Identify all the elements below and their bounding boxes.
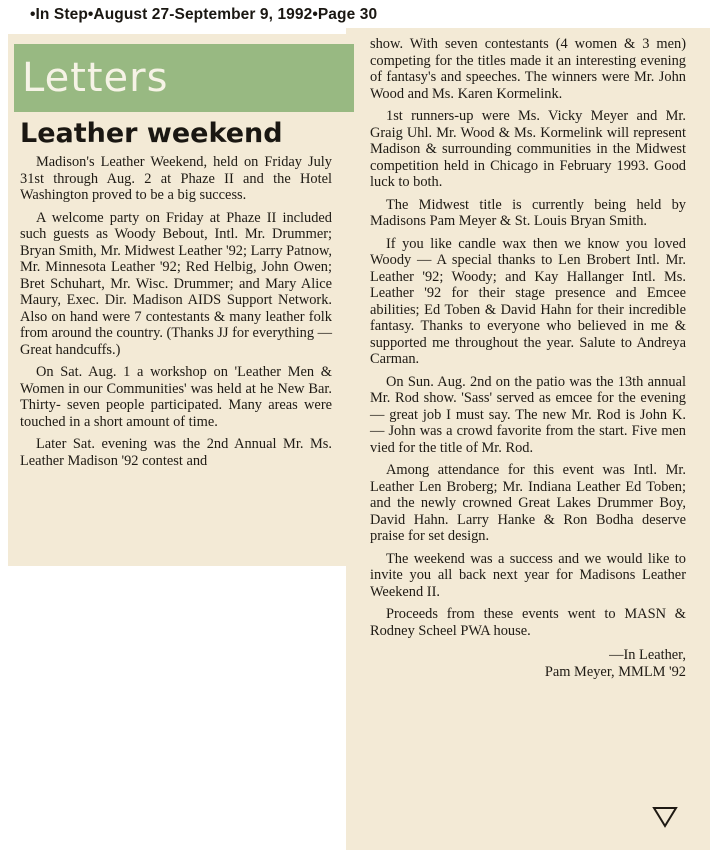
section-banner-title: Letters [22,55,169,101]
article-body-left [20,154,332,475]
paragraph: Later Sat. evening was the 2nd Annual Mr. Ms. Leather Madison '92 contest and [20,436,332,469]
paragraph: 1st runners-up were Ms. Vicky Meyer and Mr. Graig Uhl. Mr. Wood & Ms. Kormelink will represent Madison & surrounding communities in the Midwest competition held in Chicago in February 1993. Good luck to both. [370,108,686,190]
signature-name: Pam Meyer, MMLM '92 [544,664,686,680]
paragraph-continuation: show. With seven contestants (4 women & 3 men) competing for the titles made it an interesting evening of fantasy's and speeches. The winners were Mr. John Wood and Ms. Karen Kormelink. [370,36,686,102]
page-header: •In Step•August 27-September 9, 1992•Page 30 [30,6,378,23]
down-triangle-icon [652,806,678,828]
article-body-right [370,36,686,681]
signature-line: —In Leather, [609,647,686,663]
section-banner [14,44,354,112]
paragraph: On Sun. Aug. 2nd on the patio was the 13th annual Mr. Rod show. 'Sass' served as emcee for the evening — great job I must say. The new Mr. Rod is John K. — John was a crowd favorite from the start. Five men vied for the title of Mr. Rod. [370,373,686,456]
paragraph: The Midwest title is currently being held by Madisons Pam Meyer & St. Louis Bryan Smith. [370,196,686,229]
paragraph: Madison's Leather Weekend, held on Friday July 31st through Aug. 2 at Phaze II and the Hotel Washington proved to be a big success. [20,154,332,203]
paragraph: Proceeds from these events went to MASN & Rodney Scheel PWA house. [370,606,686,639]
signature [370,647,686,681]
paragraph: A welcome party on Friday at Phaze II included such guests as Woody Bebout, Intl. Mr. Drummer; Bryan Smith, Mr. Midwest Leather '92; Larry Patnow, Mr. Minnesota Leather '92; Red Helbig, John Owen; Bret Schuhart, Mr. Wisc. Drummer; and Mary Alice Maury, Exec. Dir. Madison AIDS Support Network. Also on hand were 7 contestants & many leather folk from around the country. (Thanks JJ for everything — Great handcuffs.) [20,209,332,358]
paragraph: The weekend was a success and we would like to invite you all back next year for Madisons Leather Weekend II. [370,550,686,600]
article-headline: Leather weekend [20,118,283,149]
paragraph: On Sat. Aug. 1 a workshop on 'Leather Men & Women in our Communities' was held at he New Bar. Thirty- seven people participated. Many areas were touched in a short amount of time. [20,364,332,430]
paragraph: Among attendance for this event was Intl. Mr. Leather Len Broberg; Mr. Indiana Leather Ed Toben; and the newly crowned Great Lakes Drummer Boy, David Hahn. Larry Hanke & Ron Bodha deserve praise for set design. [370,462,686,544]
paragraph: If you like candle wax then we know you loved Woody — A special thanks to Len Brobert Intl. Mr. Leather '92; Woody; and Kay Hallanger Intl. Ms. Leather '92 for their stage presence and Emcee abilities; Ed Toben & David Hahn for their incredible fantasy. Thanks to everyone who believed in me & supported me throughout the year. Salute to Andreya Carman. [370,235,686,367]
